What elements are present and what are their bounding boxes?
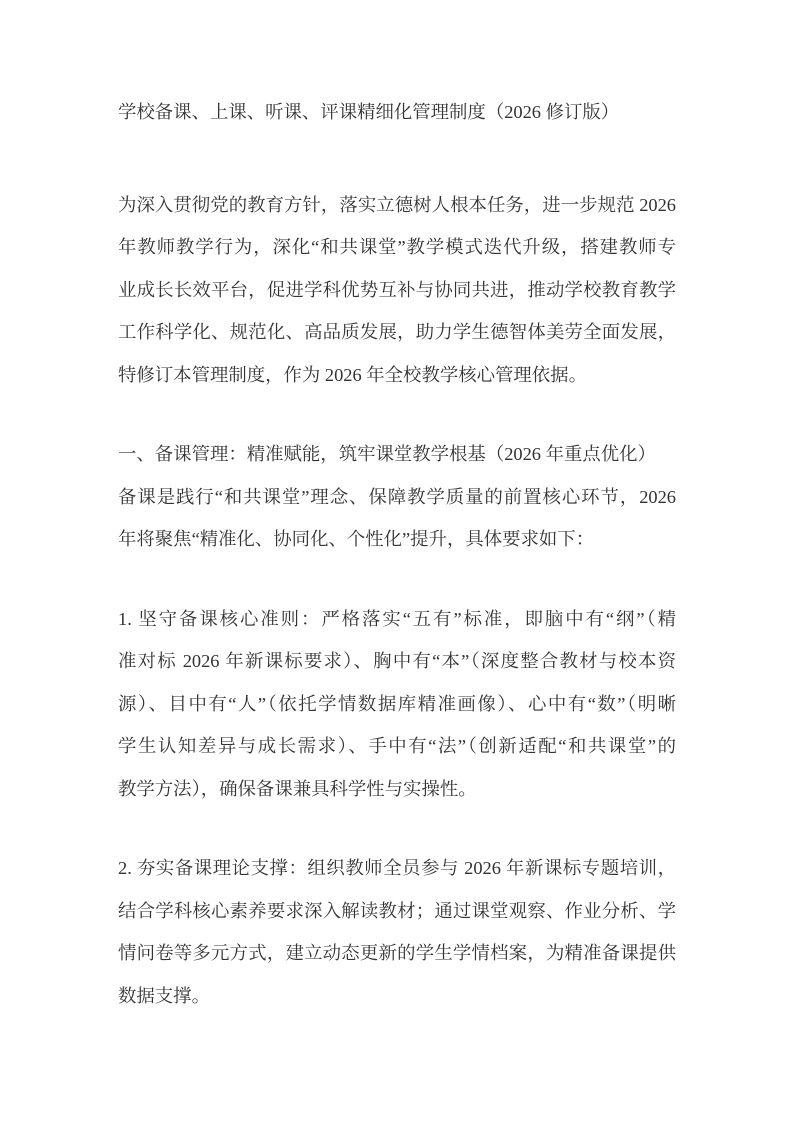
text-line: 备课是践行“和共课堂”理念、保障教学质量的前置核心环节，2026 [118,486,676,507]
section-1-lead-paragraph [118,476,676,561]
text-line: 为深入贯彻党的教育方针，落实立德树人根本任务，进一步规范 2026 [118,194,676,215]
text-line: 特修订本管理制度，作为 2026 年全校教学核心管理依据。 [118,364,587,385]
section-1-item-2 [118,847,676,1017]
text-line: 学校备课、上课、听课、评课精细化管理制度（2026 修订版） [118,102,620,122]
text-line: 2. 夯实备课理论支撑：组织教师全员参与 2026 年新课标专题培训， [118,858,676,878]
text-line: 年教师教学行为，深化“和共课堂”教学模式迭代升级，搭建教师专 [118,237,676,257]
text-line: 数据支撑。 [118,985,210,1006]
paragraph-intro [118,184,676,397]
document-content [118,0,676,1017]
text-line: 结合学科核心素养要求深入解读教材；通过课堂观察、作业分析、学 [118,900,676,921]
document-title [118,91,676,134]
text-line: 学生认知差异与成长需求）、手中有“法”（创新适配“和共课堂”的 [118,736,676,756]
section-1-heading [118,433,676,476]
text-line: 源）、目中有“人”（依托学情数据库精准画像）、心中有“数”（明晰 [118,693,676,714]
text-line: 工作科学化、规范化、高品质发展，助力学生德智体美劳全面发展， [118,322,676,342]
text-line: 教学方法），确保备课兼具科学性与实操性。 [118,778,477,799]
text-line: 1. 坚守备课核心准则：严格落实“五有”标准，即脑中有“纲”（精 [118,608,676,629]
text-line: 情问卷等多元方式，建立动态更新的学生学情档案，为精准备课提供 [118,943,676,963]
text-line: 一、备课管理：精准赋能，筑牢课堂教学根基（2026 年重点优化） [118,444,656,464]
section-1-item-1 [118,598,676,811]
text-line: 年将聚焦“精准化、协同化、个性化”提升，具体要求如下： [118,529,595,549]
text-line: 准对标 2026 年新课标要求）、胸中有“本”（深度整合教材与校本资 [118,651,676,671]
text-line: 业成长长效平台，促进学科优势互补与协同共进，推动学校教育教学 [118,279,676,300]
